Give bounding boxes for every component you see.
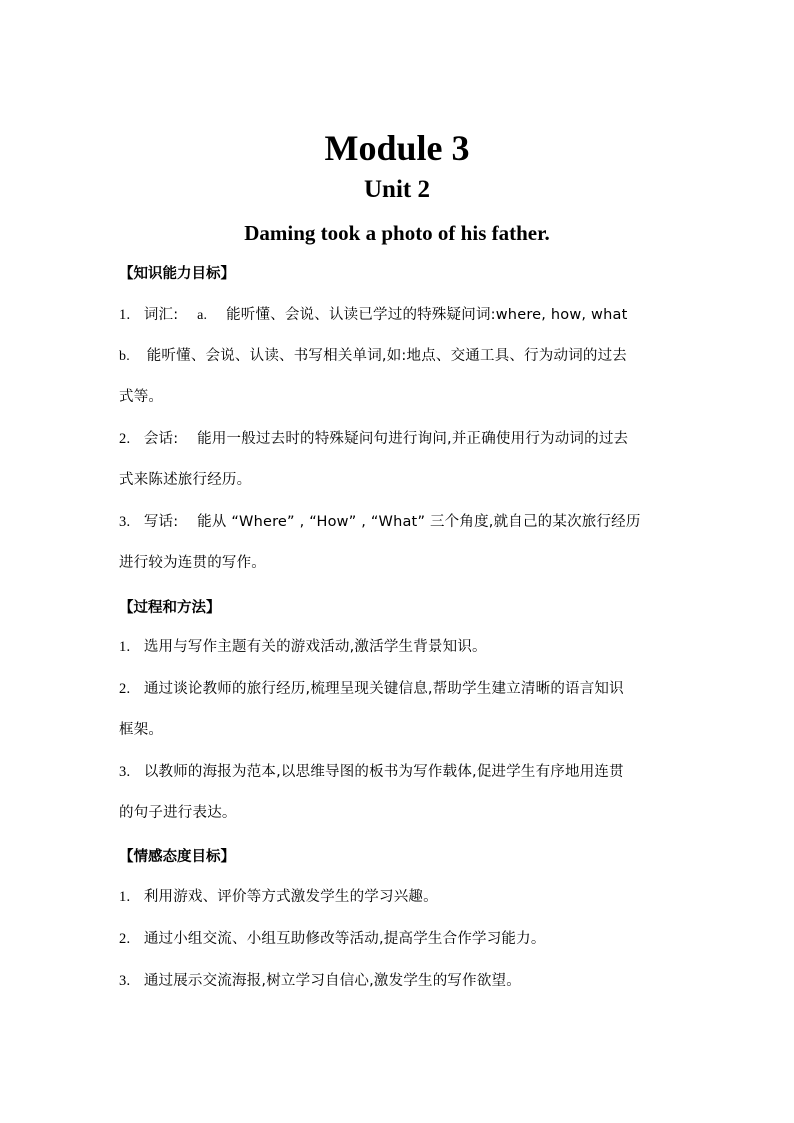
item-text: 利用游戏、评价等方式激发学生的学习兴趣。	[143, 889, 438, 905]
item-label: 会话:	[143, 431, 179, 447]
section-heading-knowledge-goals: 【知识能力目标】	[119, 266, 235, 282]
module-title: Module 3	[324, 128, 470, 168]
item-sub-number: b.	[119, 349, 130, 364]
item-label: 词汇:	[143, 307, 179, 323]
list-item	[119, 295, 679, 336]
list-item	[119, 627, 679, 668]
item-text: 选用与写作主题有关的游戏活动,激活学生背景知识。	[143, 639, 487, 655]
item-number: 2.	[119, 681, 131, 697]
section-heading-emotional-goals: 【情感态度目标】	[119, 849, 235, 865]
item-label: 写话:	[143, 514, 179, 530]
item-text-line2: 框架。	[119, 722, 164, 738]
list-item	[119, 961, 679, 1002]
item-text-line2: 式等。	[119, 389, 164, 405]
item-number: 2.	[119, 931, 131, 947]
list-item	[119, 336, 679, 418]
item-number: 2.	[119, 431, 131, 447]
item-sub-number: a.	[197, 308, 208, 323]
item-text-line2: 式来陈述旅行经历。	[119, 472, 252, 488]
item-number: 1.	[119, 889, 131, 905]
lesson-title: Daming took a photo of his father.	[244, 221, 550, 245]
item-text: 通过展示交流海报,树立学习自信心,激发学生的写作欲望。	[143, 973, 521, 989]
item-number: 3.	[119, 973, 131, 989]
item-number: 1.	[119, 639, 131, 655]
item-text-line1: 以教师的海报为范本,以思维导图的板书为写作载体,促进学生有序地用连贯	[143, 764, 624, 780]
item-text: 能听懂、会说、认读已学过的特殊疑问词:where, how, what	[226, 307, 628, 323]
list-item	[119, 502, 679, 584]
unit-title: Unit 2	[364, 176, 430, 203]
item-number: 3.	[119, 514, 131, 530]
list-item	[119, 877, 679, 918]
item-number: 1.	[119, 307, 131, 323]
item-text: 通过小组交流、小组互助修改等活动,提高学生合作学习能力。	[143, 931, 546, 947]
item-text-line1: 能从 “Where” , “How” , “What” 三个角度,就自己的某次旅行经历	[197, 514, 641, 530]
list-item	[119, 419, 679, 501]
item-text-line2: 的句子进行表达。	[119, 805, 237, 821]
list-item	[119, 752, 679, 834]
item-text-line1: 能听懂、会说、认读、书写相关单词,如:地点、交通工具、行为动词的过去	[146, 348, 628, 364]
list-item	[119, 669, 679, 751]
list-item	[119, 919, 679, 960]
item-text-line2: 进行较为连贯的写作。	[119, 555, 266, 571]
section-heading-process-methods: 【过程和方法】	[119, 600, 221, 616]
item-text-line1: 能用一般过去时的特殊疑问句进行询问,并正确使用行为动词的过去	[197, 431, 629, 447]
item-text-line1: 通过谈论教师的旅行经历,梳理呈现关键信息,帮助学生建立清晰的语言知识	[143, 681, 624, 697]
item-number: 3.	[119, 764, 131, 780]
